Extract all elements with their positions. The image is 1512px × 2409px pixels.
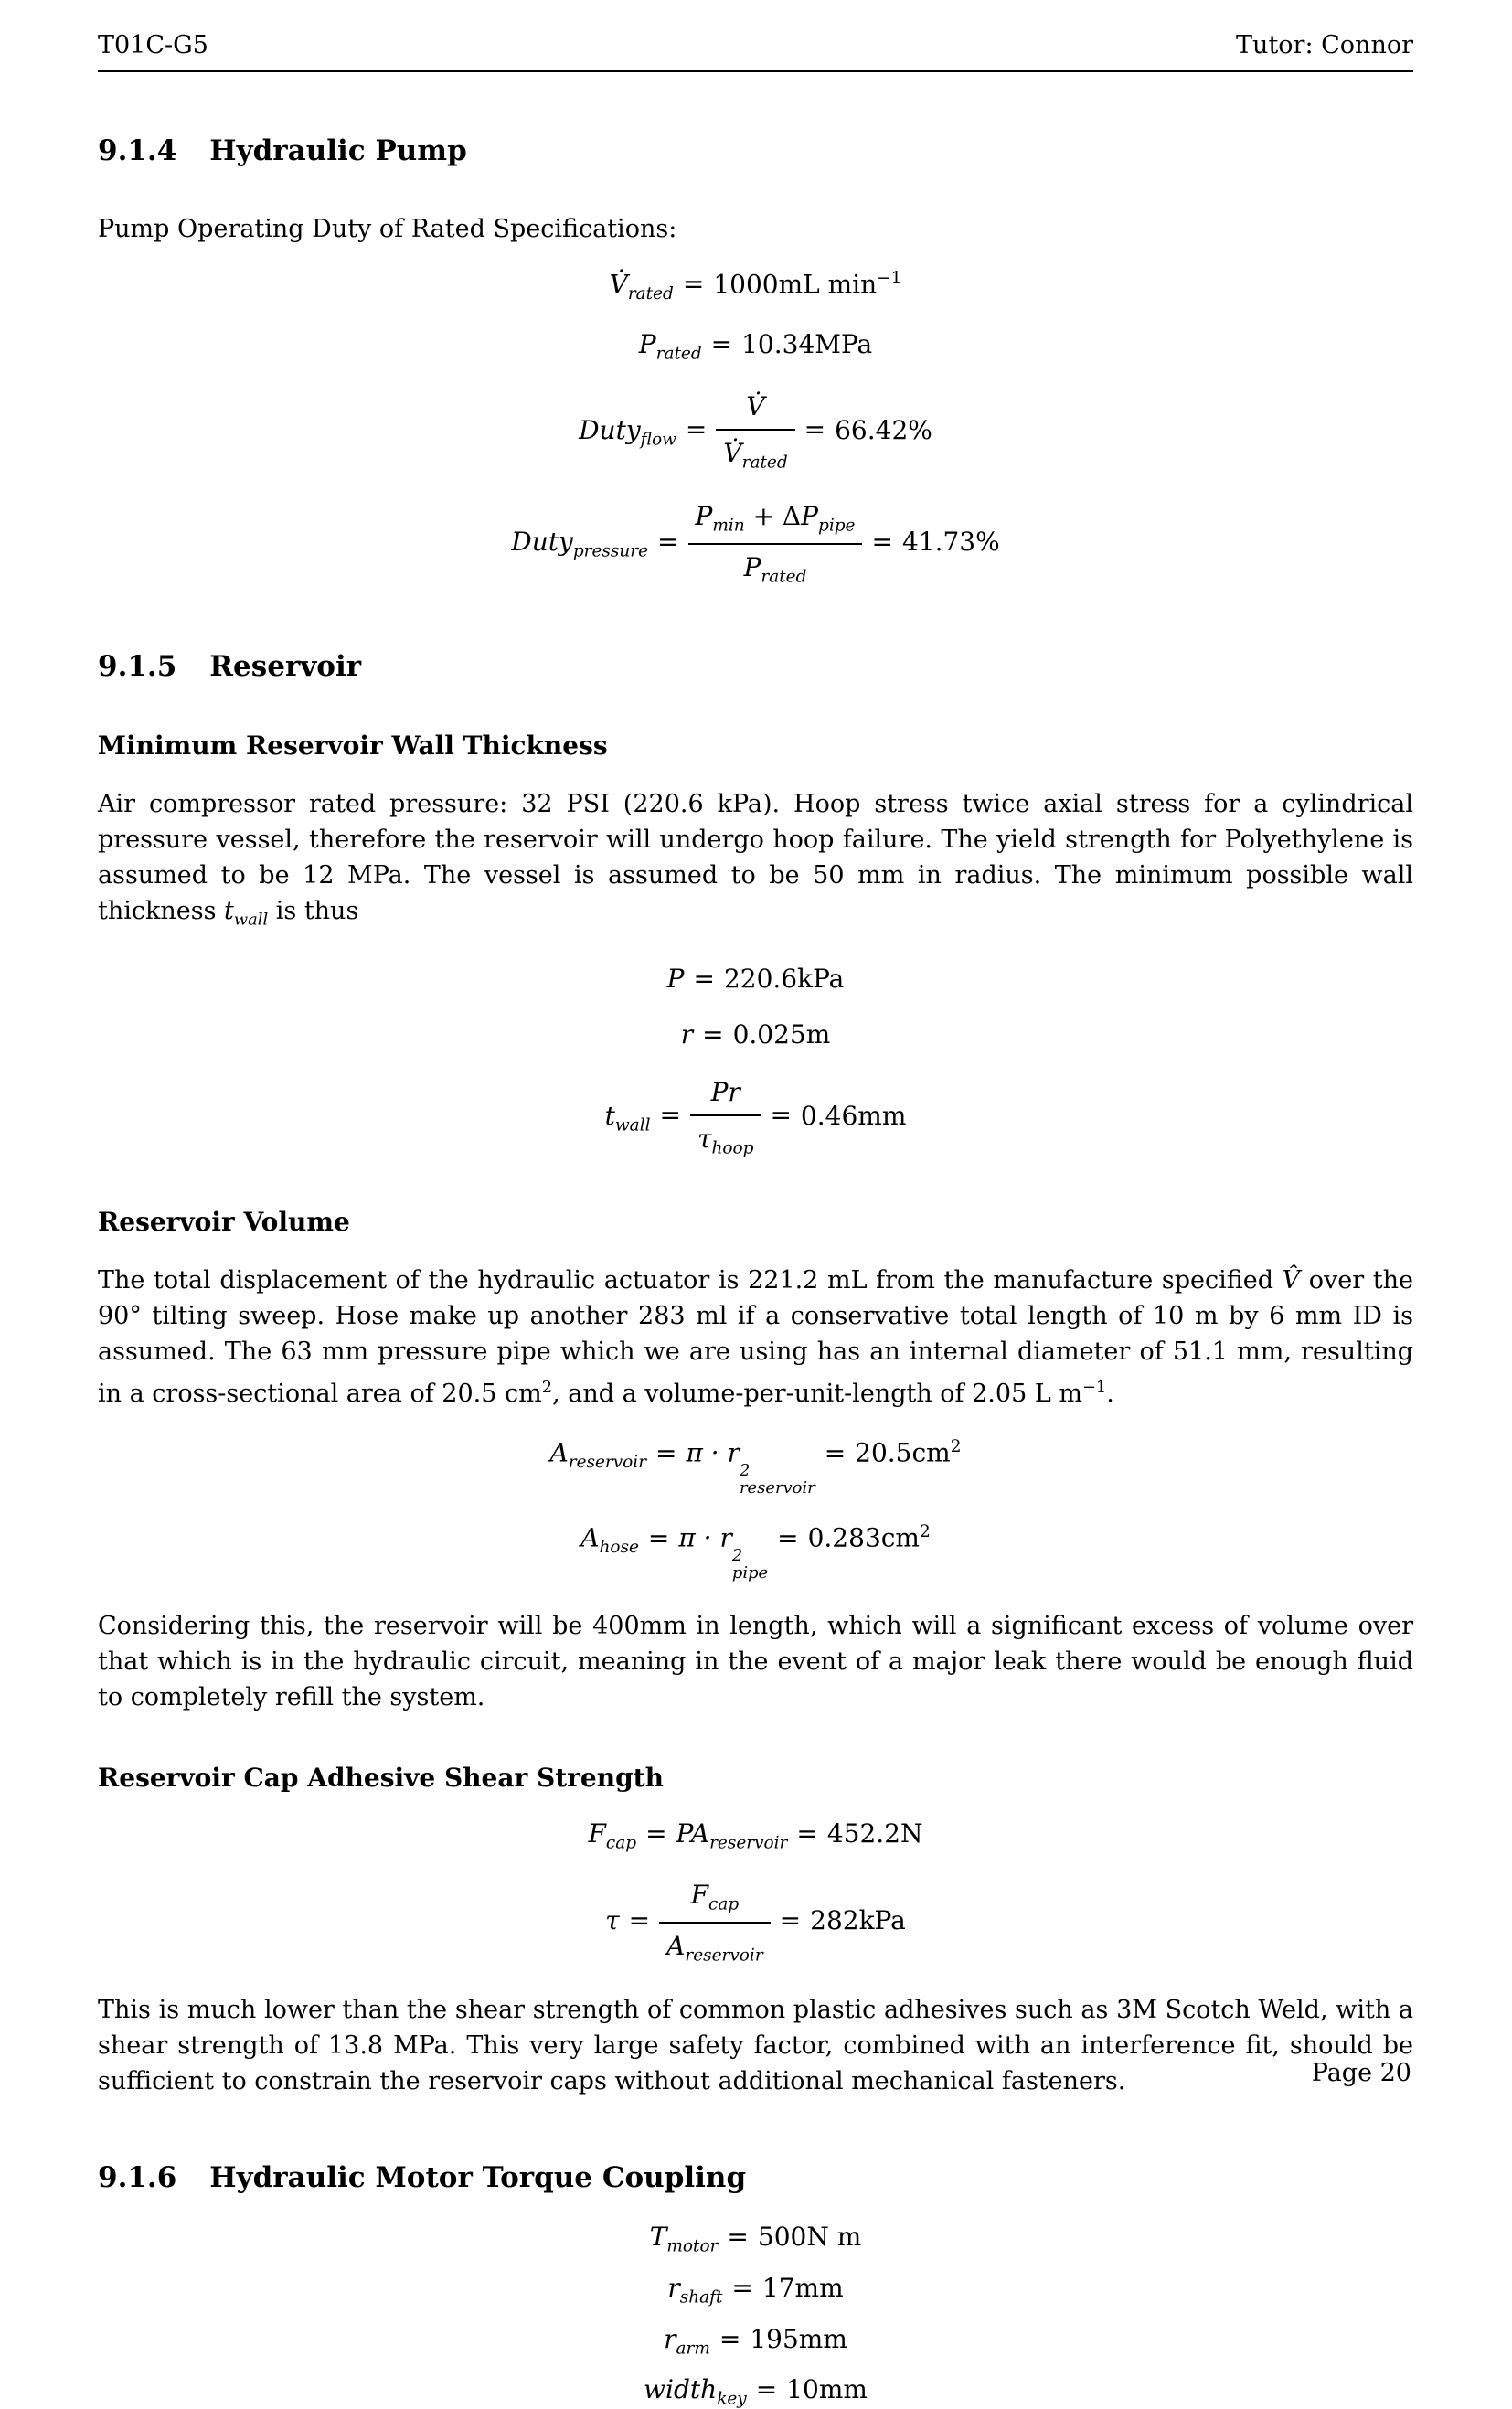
math-subscript: wall xyxy=(233,910,269,930)
math-value: 0.283cm xyxy=(807,1522,920,1553)
equation-t-wall xyxy=(98,1075,1413,1160)
math-variable: V̇ xyxy=(746,390,765,421)
equation-r-shaft xyxy=(98,2273,1413,2308)
math-variable: V̇ xyxy=(723,437,742,468)
math-subscript: pressure xyxy=(572,541,649,561)
math-variable: F xyxy=(690,1880,709,1911)
wall-thickness-paragraph xyxy=(98,786,1413,937)
math-subscript: reservoir xyxy=(740,1477,815,1498)
math-subscript: shaft xyxy=(679,2287,723,2308)
math-variable: A xyxy=(580,1522,600,1553)
math-variable: Duty xyxy=(511,527,573,558)
equation-radius xyxy=(98,1019,1413,1050)
math-variable: t xyxy=(224,897,234,926)
math-subscript: flow xyxy=(640,429,676,449)
paragraph-text: over the 90° tilting sweep. Hose make up another 283 ml if a conservative total length of 10 m by 6 mm ID is assumed. The 63 mm pressure pipe which we are using has an internal diameter of 51.1 mm, resulting in a cross-sectional area of 20.5 cm xyxy=(98,1266,1413,1409)
equation-p-rated xyxy=(98,329,1413,364)
math-subscript: reservoir xyxy=(709,1833,788,1853)
math-subscript: wall xyxy=(614,1115,651,1135)
equation-r-arm xyxy=(98,2324,1413,2359)
equals-sign: = xyxy=(647,1522,670,1553)
math-value: 1000mL min xyxy=(713,269,878,300)
fraction-denominator xyxy=(690,1116,761,1160)
fraction-denominator xyxy=(688,545,863,589)
math-variable: P xyxy=(638,328,656,359)
section-heading-reservoir xyxy=(98,650,1413,683)
equals-sign: = xyxy=(731,2273,753,2303)
header-left-group-id: T01C-G5 xyxy=(98,31,208,59)
math-subscript: key xyxy=(717,2389,747,2409)
math-subscript: cap xyxy=(605,1833,637,1853)
paragraph-text: , and a volume-per-unit-length of 2.05 L m xyxy=(552,1380,1082,1409)
header-rule xyxy=(98,70,1413,72)
heading-cap-adhesive: Reservoir Cap Adhesive Shear Strength xyxy=(98,1762,664,1793)
math-sup-sub-stack xyxy=(740,1460,815,1498)
math-subscript: pipe xyxy=(818,516,856,536)
equals-sign: = xyxy=(770,1100,792,1131)
equals-sign: = xyxy=(682,269,705,300)
math-variable: r xyxy=(667,2273,680,2303)
math-value: 282kPa xyxy=(810,1905,906,1936)
math-variable: r xyxy=(664,2323,676,2354)
math-variable: V̇ xyxy=(609,269,628,300)
math-value: 10mm xyxy=(786,2374,868,2405)
math-operator: + Δ xyxy=(744,501,802,532)
equation-duty-flow xyxy=(98,389,1413,474)
math-value: 66.42% xyxy=(835,414,932,445)
equation-shear-stress xyxy=(98,1878,1413,1967)
equals-sign: = xyxy=(755,2374,778,2405)
fraction-denominator xyxy=(716,431,794,474)
math-variable: P xyxy=(801,501,818,532)
math-subscript: min xyxy=(712,516,745,536)
math-variable: t xyxy=(604,1100,615,1131)
math-subscript: motor xyxy=(666,2237,719,2256)
equals-sign: = xyxy=(657,527,679,558)
math-superscript: −1 xyxy=(1081,1378,1107,1398)
math-subscript: reservoir xyxy=(685,1945,763,1966)
math-variable: F xyxy=(588,1817,606,1849)
equals-sign: = xyxy=(804,414,826,445)
section-heading-hydraulic-pump xyxy=(98,134,1413,167)
area-equations xyxy=(98,1437,1413,1582)
pump-intro-text: Pump Operating Duty of Rated Specifications: xyxy=(98,215,677,243)
page-header xyxy=(98,0,1413,59)
math-variable: Duty xyxy=(579,414,641,445)
math-sup-sub-stack xyxy=(732,1548,768,1583)
paragraph-text: Air compressor rated pressure: 32 PSI (220.6 kPa). Hoop stress twice axial stress for a cylindrical pressure vessel, therefore the reservoir will undergo hoop failure. The yield strength for Polyethylene is assumed to be 12 MPa. The vessel is assumed to be 50 mm in radius. The minimum possible wall thickness xyxy=(98,790,1413,926)
math-variable: V̂ xyxy=(1282,1266,1301,1295)
equals-sign: = xyxy=(659,1100,681,1131)
fraction-numerator xyxy=(690,1075,761,1116)
fraction xyxy=(690,1075,761,1160)
equation-area-hose xyxy=(98,1522,1413,1582)
fraction-numerator xyxy=(716,389,794,431)
equation-duty-pressure xyxy=(98,499,1413,588)
math-subscript: rated xyxy=(741,453,788,473)
math-superscript: 2 xyxy=(950,1437,962,1457)
math-expression: π · r xyxy=(686,1437,740,1468)
math-subscript: cap xyxy=(708,1894,740,1914)
math-value: 0.025m xyxy=(732,1018,831,1050)
math-variable: P xyxy=(666,963,685,994)
math-variable: P xyxy=(743,551,761,582)
fraction xyxy=(688,499,863,588)
math-value: 20.5cm xyxy=(855,1437,951,1468)
math-subscript: hose xyxy=(599,1538,639,1558)
equation-area-reservoir xyxy=(98,1437,1413,1497)
heading-min-wall-thickness: Minimum Reservoir Wall Thickness xyxy=(98,730,608,762)
equation-f-cap xyxy=(98,1818,1413,1853)
section-title: Reservoir xyxy=(209,650,362,684)
math-variable: τ xyxy=(605,1905,620,1936)
cap-equations xyxy=(98,1818,1413,1967)
equals-sign: = xyxy=(645,1817,667,1849)
math-variable: A xyxy=(549,1437,569,1468)
math-subscript: arm xyxy=(676,2339,710,2359)
equals-sign: = xyxy=(824,1437,847,1468)
section-number: 9.1.5 xyxy=(98,650,177,684)
page-number: Page 20 xyxy=(1311,2059,1411,2087)
math-superscript: −1 xyxy=(877,269,902,288)
paragraph-text: is thus xyxy=(268,897,359,926)
math-expression: PA xyxy=(676,1817,710,1849)
adhesive-strength-paragraph: This is much lower than the shear strength of common plastic adhesives such as 3M Scotch Weld, with a shear strength of 13.8 MPa. This very large safety factor, combined with an interference fit, should be sufficient to constrain the reservoir caps without additional mechanical fasteners. xyxy=(98,1996,1413,2096)
reservoir-length-paragraph: Considering this, the reservoir will be 400mm in length, which will a significant excess of volume over that which is in the hydraulic circuit, meaning in the event of a major leak there would be enough fluid to completely refill the system. xyxy=(98,1611,1413,1711)
math-variable: Pr xyxy=(710,1076,740,1107)
section-number: 9.1.4 xyxy=(98,134,177,167)
math-variable: τ xyxy=(697,1123,712,1154)
math-variable: P xyxy=(695,501,713,532)
equals-sign: = xyxy=(719,2323,741,2354)
math-subscript: pipe xyxy=(731,1562,769,1583)
equals-sign: = xyxy=(777,1522,799,1553)
section-number: 9.1.6 xyxy=(98,2161,177,2195)
section-title: Hydraulic Motor Torque Coupling xyxy=(209,2161,747,2195)
math-value: 195mm xyxy=(750,2323,847,2354)
equation-width-key xyxy=(98,2374,1413,2409)
pump-equations xyxy=(98,269,1413,588)
equals-sign: = xyxy=(871,527,893,558)
math-variable: r xyxy=(680,1018,694,1050)
equation-pressure xyxy=(98,964,1413,994)
math-superscript: 2 xyxy=(740,1460,751,1480)
header-right-tutor: Tutor: Connor xyxy=(1236,31,1413,59)
section-title: Hydraulic Pump xyxy=(209,134,467,167)
equals-sign: = xyxy=(655,1437,677,1468)
wall-equations xyxy=(98,964,1413,1160)
math-value: 10.34MPa xyxy=(741,328,873,359)
math-subscript: rated xyxy=(761,567,807,587)
reservoir-volume-paragraph xyxy=(98,1263,1413,1412)
heading-reservoir-volume: Reservoir Volume xyxy=(98,1207,350,1238)
fraction-denominator xyxy=(659,1924,771,1967)
equals-sign: = xyxy=(710,328,733,359)
section-heading-motor-coupling xyxy=(98,2161,1413,2194)
equals-sign: = xyxy=(685,414,708,445)
motor-equations xyxy=(98,2222,1413,2408)
equals-sign: = xyxy=(693,963,715,994)
equation-t-motor xyxy=(98,2222,1413,2256)
math-value: 452.2N xyxy=(826,1817,923,1849)
equals-sign: = xyxy=(628,1905,651,1936)
fraction xyxy=(659,1878,771,1967)
fraction xyxy=(716,389,794,474)
equals-sign: = xyxy=(796,1817,818,1849)
fraction-numerator xyxy=(688,499,863,545)
equals-sign: = xyxy=(779,1905,802,1936)
math-subscript: rated xyxy=(655,344,702,364)
math-value: 41.73% xyxy=(901,527,1000,558)
math-subscript: reservoir xyxy=(568,1453,647,1473)
math-subscript: hoop xyxy=(711,1138,754,1158)
paragraph-text: The total displacement of the hydraulic actuator is 221.2 mL from the manufacture specified xyxy=(98,1266,1283,1295)
math-superscript: 2 xyxy=(919,1522,931,1542)
math-value: 17mm xyxy=(761,2273,844,2303)
fraction-numerator xyxy=(659,1878,771,1924)
math-superscript: 2 xyxy=(541,1378,553,1398)
math-variable: T xyxy=(649,2222,667,2253)
math-variable: A xyxy=(666,1930,686,1961)
math-variable: width xyxy=(644,2374,718,2405)
math-value: 500N m xyxy=(757,2222,862,2253)
paragraph-text: . xyxy=(1106,1380,1114,1409)
math-superscript: 2 xyxy=(731,1546,743,1565)
math-value: 0.46mm xyxy=(800,1100,907,1131)
equals-sign: = xyxy=(727,2222,749,2253)
math-value: 220.6kPa xyxy=(723,963,845,994)
math-expression: π · r xyxy=(678,1522,732,1553)
equals-sign: = xyxy=(702,1018,724,1050)
math-subscript: rated xyxy=(627,283,674,304)
equation-vdot-rated xyxy=(98,269,1413,304)
